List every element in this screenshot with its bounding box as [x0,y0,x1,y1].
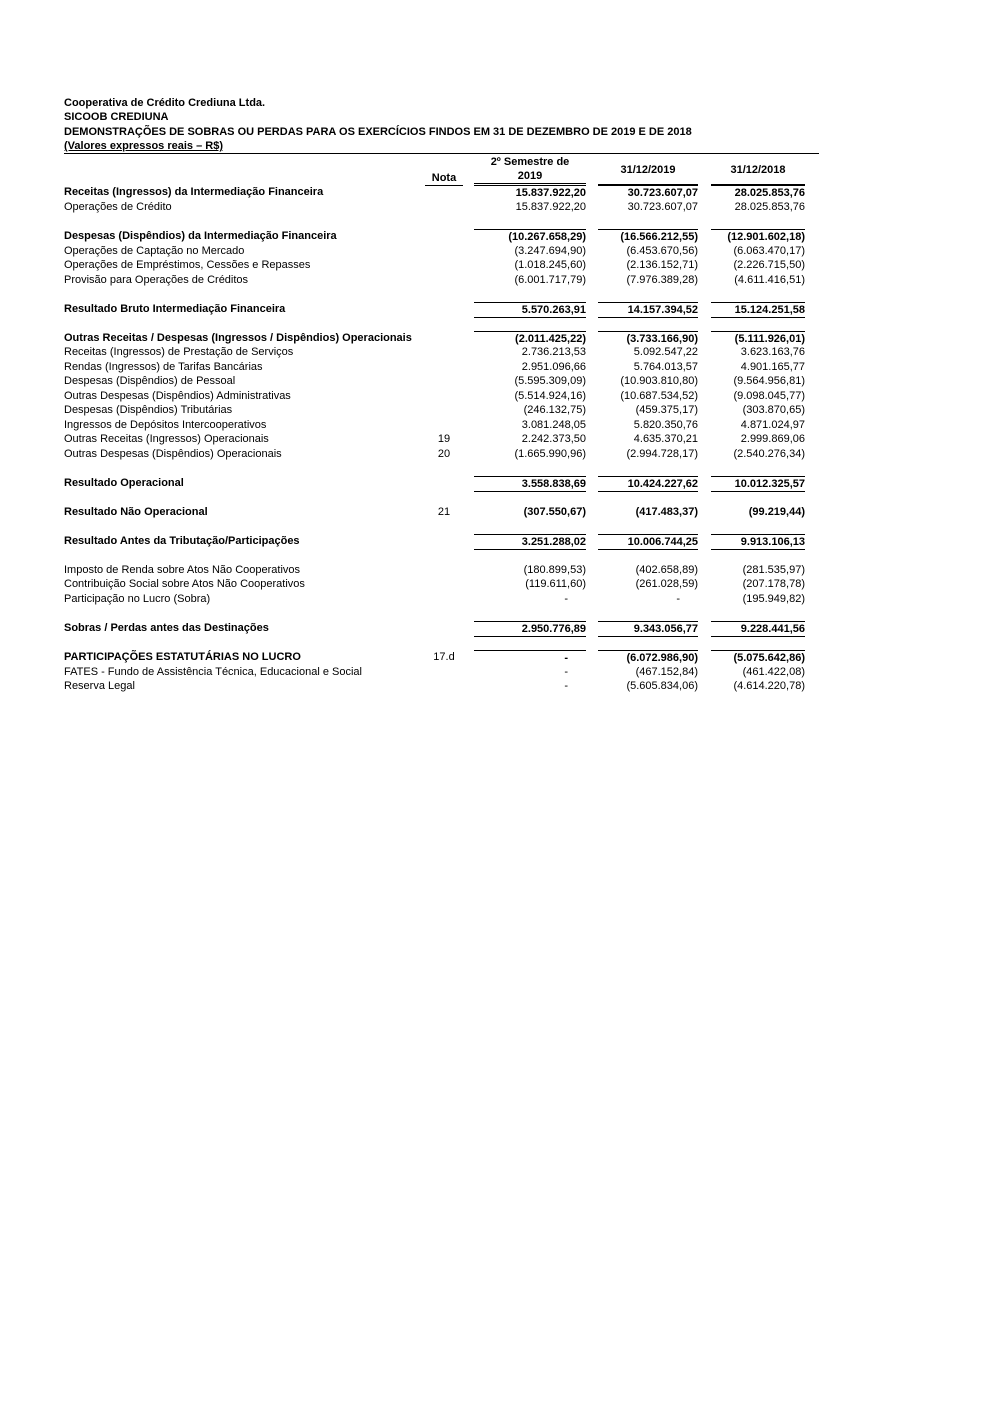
column-header-semester-line2: 2019 [517,170,543,182]
table-row [0,229,1000,243]
value-semester-2019: - [564,593,568,605]
row-label: Reserva Legal [64,680,135,692]
row-label: Despesas (Dispêndios) da Intermediação Financeira [64,230,337,242]
value-2019: (6.072.986,90) [598,650,698,665]
table-row [0,360,1000,374]
table-row [0,592,1000,606]
row-label: Operações de Crédito [64,201,172,213]
value-semester-2019: 2.950.776,89 [474,621,586,637]
table-row [0,665,1000,679]
table-row [0,505,1000,519]
row-label: Rendas (Ingressos) de Tarifas Bancárias [64,361,263,373]
row-label: Ingressos de Depósitos Intercooperativos [64,419,267,431]
value-2018: (4.614.220,78) [733,680,805,692]
table-row [0,534,1000,548]
value-2019: 4.635.370,21 [633,433,698,445]
value-semester-2019: 3.081.248,05 [521,419,586,431]
value-2019: (2.994.728,17) [626,448,698,460]
table-row [0,258,1000,272]
brand-name: SICOOB CREDIUNA [64,111,169,123]
value-2019: (5.605.834,06) [626,680,698,692]
company-name: Cooperativa de Crédito Crediuna Ltda. [64,97,266,109]
value-2019: (459.375,17) [635,404,698,416]
table-row [0,432,1000,446]
table-row [0,563,1000,577]
row-nota: 20 [437,448,451,460]
value-2019: (402.658,89) [635,564,698,576]
value-semester-2019: (6.001.717,79) [514,274,586,286]
value-semester-2019: - [564,680,568,692]
value-2019: (261.028,59) [635,578,698,590]
value-semester-2019: (180.899,53) [523,564,586,576]
row-nota: 17.d [433,651,455,663]
table-row [0,418,1000,432]
row-label: PARTICIPAÇÕES ESTATUTÁRIAS NO LUCRO [64,651,301,663]
row-label: Resultado Operacional [64,477,184,489]
value-2019: (3.733.166,90) [598,331,698,346]
value-2018: 10.012.325,57 [711,476,805,492]
column-header-semester-line1: 2º Semestre de [490,156,570,168]
value-2019: 10.006.744,25 [598,534,698,550]
value-semester-2019: 2.242.373,50 [521,433,586,445]
value-2019: 30.723.607,07 [598,185,698,200]
value-2018: (303.870,65) [742,404,805,416]
value-semester-2019: (246.132,75) [523,404,586,416]
table-row [0,476,1000,490]
statement-title: DEMONSTRAÇÕES DE SOBRAS OU PERDAS PARA OS EXERCÍCIOS FINDOS EM 31 DE DEZEMBRO DE 2019 E DE 2018 [64,126,692,138]
value-2019: (16.566.212,55) [598,229,698,244]
value-2019: 5.820.350,76 [633,419,698,431]
row-label: Operações de Captação no Mercado [64,245,245,257]
table-row [0,621,1000,635]
value-2018: (9.564.956,81) [733,375,805,387]
value-2018: 28.025.853,76 [711,185,805,200]
value-2019: 9.343.056,77 [598,621,698,637]
value-2019: 10.424.227,62 [598,476,698,492]
value-2018: (12.901.602,18) [711,229,805,244]
column-header-2019: 31/12/2019 [598,163,698,185]
value-2018: (461.422,08) [742,666,805,678]
value-2018: 3.623.163,76 [740,346,805,358]
value-semester-2019: 15.837.922,20 [515,201,586,213]
value-2018: 9.913.106,13 [711,534,805,550]
value-semester-2019: 3.558.838,69 [474,476,586,492]
table-row [0,650,1000,664]
value-2019: (10.687.534,52) [620,390,698,402]
row-label: Resultado Não Operacional [64,506,208,518]
value-semester-2019: (307.550,67) [523,506,586,518]
row-nota: 19 [437,433,451,445]
value-2018: (2.540.276,34) [733,448,805,460]
value-semester-2019: (2.011.425,22) [474,331,586,346]
row-label: Resultado Bruto Intermediação Financeira [64,303,286,315]
value-2018: 4.901.165,77 [740,361,805,373]
value-2019: (10.903.810,80) [620,375,698,387]
value-2018: 4.871.024,97 [740,419,805,431]
value-2018: (6.063.470,17) [733,245,805,257]
value-2019: (6.453.670,56) [626,245,698,257]
row-label: Imposto de Renda sobre Atos Não Cooperativos [64,564,301,576]
table-row [0,389,1000,403]
table-row [0,244,1000,258]
value-semester-2019: (10.267.658,29) [474,229,586,244]
table-row [0,679,1000,693]
value-2019: 5.092.547,22 [633,346,698,358]
value-2019: (417.483,37) [635,506,698,518]
value-semester-2019: 3.251.288,02 [474,534,586,550]
value-2019: 5.764.013,57 [633,361,698,373]
value-semester-2019: - [564,666,568,678]
value-semester-2019: (5.514.924,16) [514,390,586,402]
row-label: Receitas (Ingressos) da Intermediação Financeira [64,186,324,198]
row-label: Outras Receitas / Despesas (Ingressos / Dispêndios) Operacionais [64,332,412,344]
row-label: Despesas (Dispêndios) de Pessoal [64,375,236,387]
value-2018: (4.611.416,51) [734,274,805,286]
row-label: Outras Despesas (Dispêndios) Administrativas [64,390,291,402]
value-2018: (99.219,44) [748,506,805,518]
value-2018: (9.098.045,77) [733,390,805,402]
column-header-2018: 31/12/2018 [711,163,805,185]
value-2018: (195.949,82) [742,593,805,605]
row-label: FATES - Fundo de Assistência Técnica, Educacional e Social [64,666,362,678]
value-2018: 15.124.251,58 [711,302,805,318]
value-2019: 30.723.607,07 [627,201,698,213]
value-2019: (7.976.389,28) [626,274,698,286]
table-row [0,403,1000,417]
value-2019: (2.136.152,71) [626,259,698,271]
table-row [0,345,1000,359]
row-label: Resultado Antes da Tributação/Participações [64,535,300,547]
table-row [0,447,1000,461]
value-semester-2019: (3.247.694,90) [514,245,586,257]
column-header-semester [474,155,586,184]
row-nota: 21 [437,506,451,518]
value-semester-2019: (1.665.990,96) [514,448,586,460]
row-label: Contribuição Social sobre Atos Não Cooperativos [64,578,305,590]
value-semester-2019: 2.951.096,66 [521,361,586,373]
table-row [0,200,1000,214]
table-row [0,331,1000,345]
table-row [0,273,1000,287]
value-2018: (281.535,97) [742,564,805,576]
value-2018: 2.999.869,06 [740,433,805,445]
value-2019: 14.157.394,52 [598,302,698,318]
value-semester-2019: 5.570.263,91 [474,302,586,318]
row-label: Outras Despesas (Dispêndios) Operacionais [64,448,282,460]
value-2019: - [676,593,680,605]
row-label: Sobras / Perdas antes das Destinações [64,622,269,634]
value-2018: (5.075.642,86) [711,650,805,665]
row-label: Operações de Empréstimos, Cessões e Repasses [64,259,311,271]
value-2018: (207.178,78) [742,578,805,590]
row-label: Despesas (Dispêndios) Tributárias [64,404,233,416]
table-row [0,185,1000,199]
row-label: Provisão para Operações de Créditos [64,274,249,286]
value-2018: 9.228.441,56 [711,621,805,637]
column-header-nota: Nota [425,171,463,186]
value-semester-2019: (1.018.245,60) [514,259,586,271]
value-semester-2019: (119.611,60) [525,578,586,590]
value-2018: (2.226.715,50) [733,259,805,271]
table-row [0,577,1000,591]
value-semester-2019: 15.837.922,20 [474,185,586,200]
header-rule [64,153,819,154]
value-2018: (5.111.926,01) [711,331,805,346]
units-note: (Valores expressos reais – R$) [64,140,223,152]
row-label: Receitas (Ingressos) de Prestação de Serviços [64,346,294,358]
row-label: Participação no Lucro (Sobra) [64,593,211,605]
value-semester-2019: 2.736.213,53 [521,346,586,358]
table-row [0,374,1000,388]
value-2019: (467.152,84) [635,666,698,678]
row-label: Outras Receitas (Ingressos) Operacionais [64,433,269,445]
table-row [0,302,1000,316]
value-semester-2019: (5.595.309,09) [514,375,586,387]
value-semester-2019: - [474,650,586,665]
value-2018: 28.025.853,76 [734,201,805,213]
